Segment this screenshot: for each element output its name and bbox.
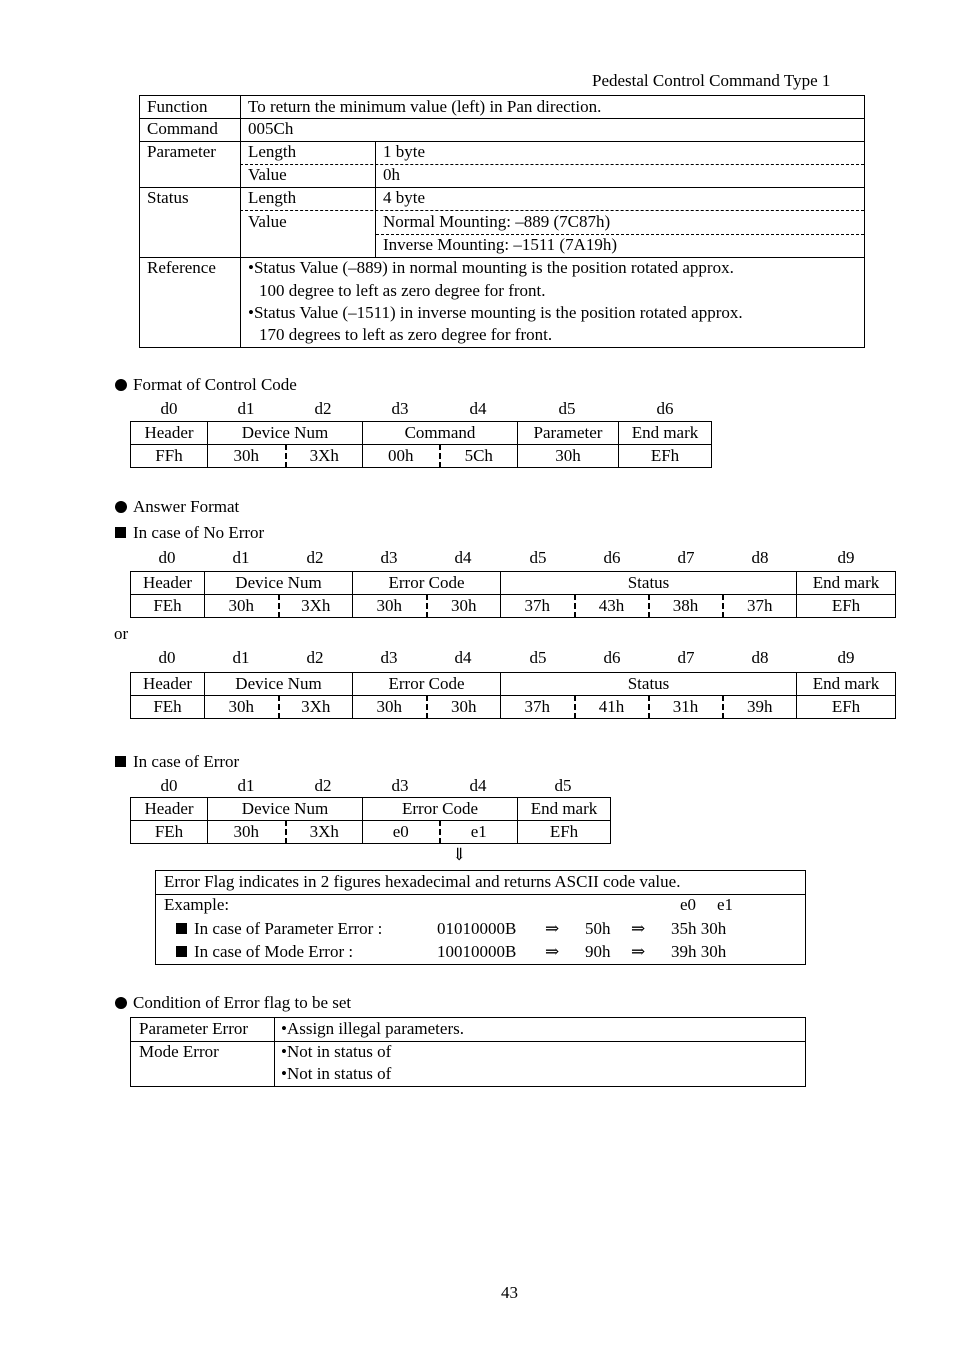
error-case-title: In case of Error — [115, 752, 239, 772]
control-code-table — [130, 421, 712, 468]
cell-value: 30h — [208, 445, 286, 468]
mode-error-value: •Not in status of — [281, 1064, 392, 1083]
cell-end-mark: End mark — [518, 798, 611, 821]
function-label: Function — [147, 97, 208, 116]
param-error-label: Parameter Error — [139, 1019, 249, 1038]
cell-value: 41h — [575, 696, 649, 719]
example-label: Example: — [164, 895, 230, 914]
cell-value: 30h — [427, 696, 501, 719]
status-length-value: 4 byte — [383, 188, 426, 207]
cell-value: 30h — [353, 696, 427, 719]
mode-error-value: •Not in status of — [281, 1042, 392, 1061]
parameter-label: Parameter — [147, 142, 216, 161]
cell-value: 37h — [501, 595, 575, 618]
page-header: Pedestal Control Command Type 1 — [592, 71, 831, 90]
page-number: 43 — [501, 1283, 518, 1302]
cell-value: 31h — [649, 696, 723, 719]
spec-table — [139, 95, 865, 348]
param-length-label: Length — [248, 142, 297, 161]
right-arrow-icon: ⇒ — [545, 919, 560, 938]
cell-value: 30h — [353, 595, 427, 618]
cell-device-num: Device Num — [208, 422, 363, 445]
cell-header: Header — [131, 572, 205, 595]
cell-value: 3Xh — [279, 595, 353, 618]
answer-format-title: Answer Format — [115, 497, 239, 517]
e0-label: e0 — [680, 895, 697, 914]
cell-value: 30h — [205, 595, 279, 618]
reference-line: •Status Value (–1511) in inverse mounting is the position rotated approx. — [248, 303, 743, 322]
cell-value: FEh — [131, 696, 205, 719]
mode-error-hex: 90h — [585, 942, 611, 961]
cell-device-num: Device Num — [205, 673, 353, 696]
control-code-title: Format of Control Code — [115, 375, 297, 395]
cell-value: EFh — [797, 595, 896, 618]
cell-header: Header — [131, 422, 208, 445]
cell-value: EFh — [797, 696, 896, 719]
condition-table — [130, 1017, 806, 1087]
cell-parameter: Parameter — [518, 422, 619, 445]
param-value-label: Value — [248, 165, 287, 184]
cell-status: Status — [501, 572, 797, 595]
status-label: Status — [147, 188, 189, 207]
answer-table-a — [130, 571, 896, 618]
right-arrow-icon: ⇒ — [545, 942, 560, 961]
status-value-label: Value — [248, 212, 287, 231]
param-error-ascii: 35h 30h — [671, 919, 727, 938]
cell-device-num: Device Num — [205, 572, 353, 595]
cell-value: 00h — [363, 445, 440, 468]
status-value-normal: Normal Mounting: –889 (7C87h) — [383, 212, 611, 231]
cell-value: 30h — [205, 696, 279, 719]
param-error-value: •Assign illegal parameters. — [281, 1019, 464, 1038]
down-arrow-icon: ⇓ — [452, 845, 467, 864]
right-arrow-icon: ⇒ — [631, 942, 646, 961]
param-error-bin: 01010000B — [437, 919, 517, 938]
cell-end-mark: End mark — [797, 673, 896, 696]
reference-line: •Status Value (–889) in normal mounting is the position rotated approx. — [248, 258, 734, 277]
e1-label: e1 — [717, 895, 734, 914]
reference-label: Reference — [147, 258, 216, 277]
cell-value: 3Xh — [279, 696, 353, 719]
param-error-hex: 50h — [585, 919, 611, 938]
cell-value: 3Xh — [286, 821, 363, 844]
cell-end-mark: End mark — [619, 422, 712, 445]
no-error-title: In case of No Error — [115, 523, 264, 543]
cell-value: 43h — [575, 595, 649, 618]
param-value: 0h — [383, 165, 400, 184]
command-value: 005Ch — [248, 119, 294, 138]
cell-error-code: Error Code — [353, 673, 501, 696]
status-value-inverse: Inverse Mounting: –1511 (7A19h) — [383, 235, 618, 254]
cell-value: FEh — [131, 595, 205, 618]
cell-value: EFh — [518, 821, 611, 844]
cell-command: Command — [363, 422, 518, 445]
status-length-label: Length — [248, 188, 297, 207]
mode-error-bin: 10010000B — [437, 942, 517, 961]
error-flag-line: Error Flag indicates in 2 figures hexadecimal and returns ASCII code value. — [164, 872, 681, 891]
reference-line: 170 degrees to left as zero degree for front. — [259, 325, 553, 344]
mode-error-example: In case of Mode Error : — [176, 942, 353, 962]
cell-value: 38h — [649, 595, 723, 618]
cell-value: EFh — [619, 445, 712, 468]
command-label: Command — [147, 119, 218, 138]
cell-value: 30h — [518, 445, 619, 468]
cell-header: Header — [131, 673, 205, 696]
cell-value: 37h — [501, 696, 575, 719]
param-length-value: 1 byte — [383, 142, 426, 161]
mode-error-label: Mode Error — [139, 1042, 219, 1061]
or-label: or — [114, 624, 129, 643]
cell-status: Status — [501, 673, 797, 696]
cell-value: 39h — [723, 696, 797, 719]
right-arrow-icon: ⇒ — [631, 919, 646, 938]
cell-value: e1 — [440, 821, 518, 844]
cell-value: 5Ch — [440, 445, 518, 468]
cell-value: 3Xh — [286, 445, 363, 468]
cell-value: 30h — [427, 595, 501, 618]
cell-error-code: Error Code — [363, 798, 518, 821]
cell-value: FEh — [131, 821, 208, 844]
answer-table-b — [130, 672, 896, 719]
cell-error-code: Error Code — [353, 572, 501, 595]
mode-error-ascii: 39h 30h — [671, 942, 727, 961]
cell-header: Header — [131, 798, 208, 821]
cell-device-num: Device Num — [208, 798, 363, 821]
cell-value: e0 — [363, 821, 440, 844]
param-error-example: In case of Parameter Error : — [176, 919, 382, 939]
cell-value: 37h — [723, 595, 797, 618]
cell-end-mark: End mark — [797, 572, 896, 595]
cell-value: FFh — [131, 445, 208, 468]
cell-value: 30h — [208, 821, 286, 844]
condition-title: Condition of Error flag to be set — [115, 993, 351, 1013]
reference-line: 100 degree to left as zero degree for front. — [259, 281, 546, 300]
error-table — [130, 797, 611, 844]
error-flag-box — [155, 870, 806, 965]
function-value: To return the minimum value (left) in Pan direction. — [248, 97, 602, 116]
